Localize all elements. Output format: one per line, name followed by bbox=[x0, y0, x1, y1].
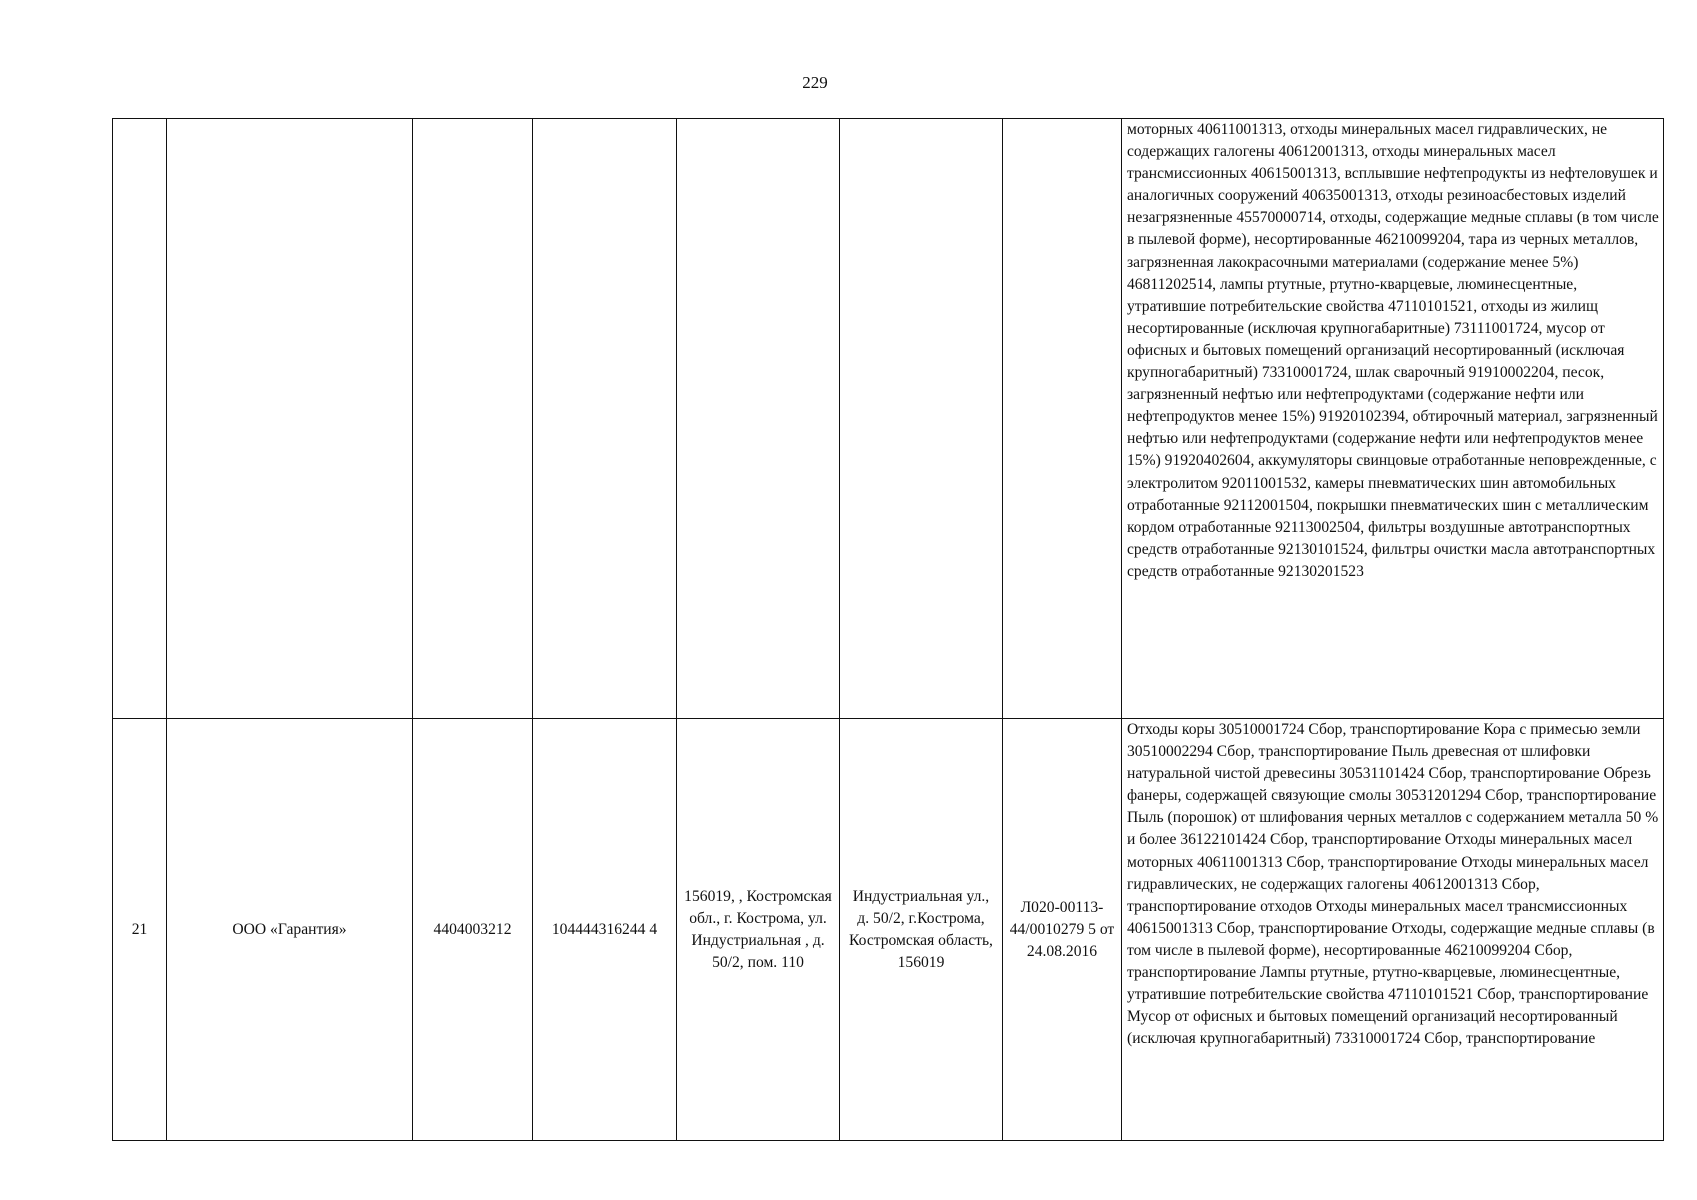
organization-name-cell bbox=[167, 119, 413, 719]
ogrn-cell bbox=[533, 119, 677, 719]
organization-name-cell: ООО «Гарантия» bbox=[167, 719, 413, 1141]
legal-address-cell: 156019, , Костромская обл., г. Кострома, ул. Индустриальная , д. 50/2, пом. 110 bbox=[677, 719, 840, 1141]
ogrn-cell: 104444316244 4 bbox=[533, 719, 677, 1141]
page-number: 229 bbox=[802, 73, 828, 92]
license-cell bbox=[1003, 119, 1122, 719]
activity-address-cell: Индустриальная ул., д. 50/2, г.Кострома, Костромская область, 156019 bbox=[840, 719, 1003, 1141]
row-number-cell: 21 bbox=[113, 719, 167, 1141]
license-cell: Л020-00113-44/0010279 5 от 24.08.2016 bbox=[1003, 719, 1122, 1141]
inn-cell bbox=[413, 119, 533, 719]
waste-types-cell: моторных 40611001313, отходы минеральных масел гидравлических, не содержащих галогены 40612001313, отходы минеральных масел трансмиссионных 40615001313, всплывшие нефтепродукты из нефтеловушек и аналогичных сооружений 40635001313, отходы резиноасбестовых изделий незагрязненные 45570000714, отходы, содержащие медные сплавы (в том числе в пылевой форме), несортированные 46210099204, тара из черных металлов, загрязненная лакокрасочными материалами (содержание менее 5%) 46811202514, лампы ртутные, ртутно-кварцевые, люминесцентные, утратившие потребительские свойства 47110101521, отходы из жилищ несортированные (исключая крупногабаритные) 73111001724, мусор от офисных и бытовых помещений организаций несортированный (исключая крупногабаритный) 73310001724, шлак сварочный 91910002204, песок, загрязненный нефтью или нефтепродуктами (содержание нефти или нефтепродуктов менее 15%) 91920102394, обтирочный материал, загрязненный нефтью или нефтепродуктами (содержание нефти или нефтепродуктов менее 15%) 91920402604, аккумуляторы свинцовые отработанные неповрежденные, с электролитом 92011001532, камеры пневматических шин автомобильных отработанные 92112001504, покрышки пневматических шин с металлическим кордом отработанные 92113002504, фильтры воздушные автотранспортных средств отработанные 92130101524, фильтры очистки масла автотранспортных средств отработанные 92130201523 bbox=[1122, 119, 1664, 719]
activity-address-cell bbox=[840, 119, 1003, 719]
legal-address-cell bbox=[677, 119, 840, 719]
inn-cell: 4404003212 bbox=[413, 719, 533, 1141]
row-number-cell bbox=[113, 119, 167, 719]
license-registry-table bbox=[112, 118, 1664, 1141]
table-row bbox=[113, 719, 1664, 1141]
waste-types-cell: Отходы коры 30510001724 Сбор, транспортирование Кора с примесью земли 30510002294 Сбор, транспортирование Пыль древесная от шлифовки натуральной чистой древесины 30531101424 Сбор, транспортирование Обрезь фанеры, содержащей связующие смолы 30531201294 Сбор, транспортирование Пыль (порошок) от шлифования черных металлов с содержанием металла 50 % и более 36122101424 Сбор, транспортирование Отходы минеральных масел моторных 40611001313 Сбор, транспортирование Отходы минеральных масел гидравлических, не содержащих галогены 40612001313 Сбор, транспортирование отходов Отходы минеральных масел трансмиссионных 40615001313 Сбор, транспортирование Отходы, содержащие медные сплавы (в том числе в пылевой форме), несортированные 46210099204 Сбор, транспортирование Лампы ртутные, ртутно-кварцевые, люминесцентные, утратившие потребительские свойства 47110101521 Сбор, транспортирование Мусор от офисных и бытовых помещений организаций несортированный (исключая крупногабаритный) 73310001724 Сбор, транспортирование bbox=[1122, 719, 1664, 1141]
table-row bbox=[113, 119, 1664, 719]
